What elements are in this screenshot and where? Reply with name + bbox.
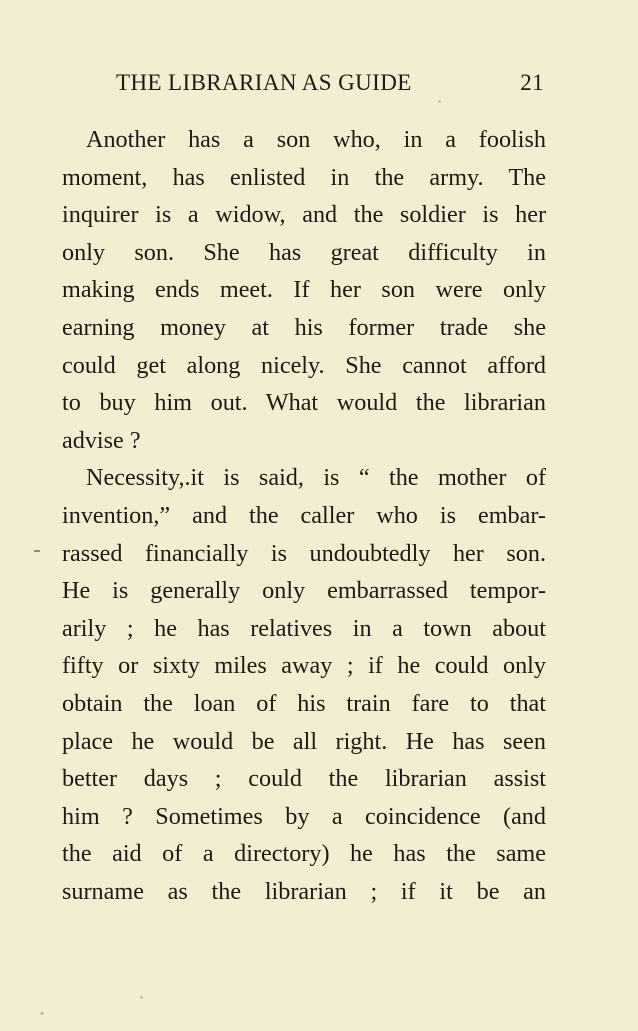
- text-line: He is generally only embarrassed tempor-: [62, 577, 546, 605]
- text-line: better days ; could the librarian assist: [62, 765, 546, 793]
- text-line: making ends meet. If her son were only: [62, 276, 546, 304]
- paper-speck: [140, 996, 143, 999]
- text-line: place he would be all right. He has seen: [62, 727, 546, 755]
- text-line: invention,” and the caller who is embar-: [62, 501, 546, 529]
- text-line: Another has a son who, in a foolish: [86, 126, 546, 153]
- running-head: [62, 70, 546, 110]
- text-line: arily ; he has relatives in a town about: [62, 614, 546, 642]
- page-number: 21: [520, 70, 544, 95]
- text-line: earning money at his former trade she: [62, 313, 546, 341]
- text-line: inquirer is a widow, and the soldier is her: [62, 201, 546, 229]
- text-line: to buy him out. What would the librarian: [62, 389, 546, 417]
- paper-speck: [438, 100, 441, 103]
- text-line: only son. She has great difficulty in: [62, 238, 546, 266]
- text-line: could get along nicely. She cannot afford: [62, 351, 546, 379]
- body-text: [62, 121, 546, 910]
- text-line: the aid of a directory) he has the same: [62, 840, 546, 868]
- text-line: advise ?: [62, 426, 141, 454]
- text-line: surname as the librarian ; if it be an: [62, 877, 546, 905]
- text-line: obtain the loan of his train fare to that: [62, 689, 546, 717]
- text-line: rassed financially is undoubtedly her son.: [62, 539, 546, 567]
- text-line: moment, has enlisted in the army. The: [62, 163, 546, 191]
- text-line: fifty or sixty miles away ; if he could only: [62, 652, 546, 680]
- running-head-title: THE LIBRARIAN AS GUIDE: [116, 70, 412, 95]
- text-line: Necessity,.it is said, is “ the mother of: [86, 464, 546, 492]
- paper-speck: [40, 1012, 44, 1015]
- text-line: him ? Sometimes by a coincidence (and: [62, 802, 546, 830]
- margin-mark: [34, 550, 40, 552]
